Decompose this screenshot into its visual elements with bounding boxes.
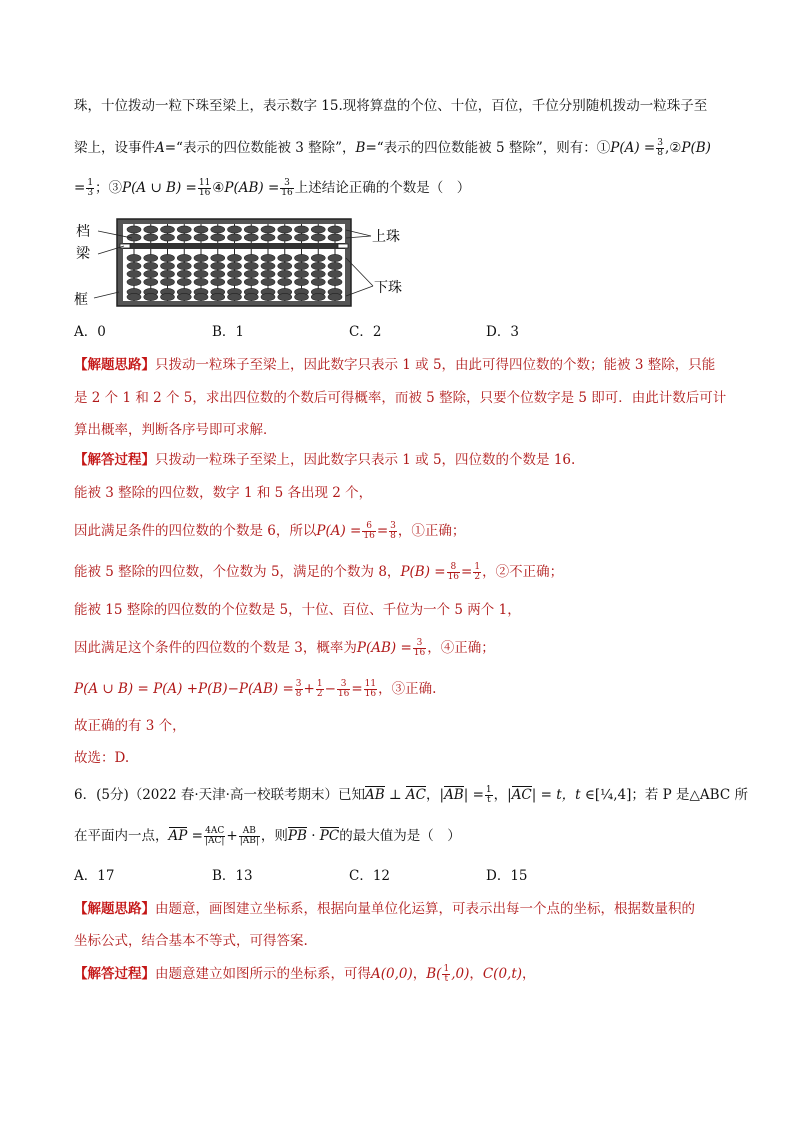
- abacus-bead: [278, 270, 292, 277]
- q5-thought-3: 算出概率，判断各序号即可求解．: [74, 422, 277, 438]
- abacus-bead: [278, 278, 292, 285]
- abacus-bead: [144, 234, 158, 241]
- abacus-bead: [127, 278, 141, 285]
- abacus-bead: [295, 270, 309, 277]
- abacus-bead: [228, 226, 242, 233]
- q6-option-a[interactable]: A．17: [74, 868, 115, 884]
- abacus-bead: [244, 254, 258, 261]
- abacus-bead: [261, 234, 275, 241]
- abacus-bead: [328, 293, 342, 300]
- label-kuang: 框: [74, 292, 88, 308]
- abacus-bead: [295, 254, 309, 261]
- abacus-figure: [74, 214, 419, 314]
- fraction: $\frac{1}{3}$: [87, 178, 94, 198]
- abacus-bead: [161, 254, 175, 261]
- q5-process-1: 【解答过程】只拨动一粒珠子至梁上，因此数字只表示 1 或 5，四位数的个数是 16.: [74, 452, 576, 468]
- abacus-bead: [144, 293, 158, 300]
- abacus-bead: [194, 234, 208, 241]
- q5-process-2: 能被 3 整除的四位数，数字 1 和 5 各出现 2 个，: [74, 485, 373, 501]
- abacus-bead: [161, 234, 175, 241]
- abacus-bead: [244, 293, 258, 300]
- abacus-bead: [144, 262, 158, 269]
- q6-option-d[interactable]: D．15: [486, 868, 528, 884]
- label-dang: 档: [76, 224, 90, 240]
- q5-process-7: P(A ∪ B) = P(A) +P(B)−P(AB) = $\frac{3}{8}$ + $\frac{1}{2}$ − $\frac{3}{16}$ = $\frac{11}{16}$ ，③正确.: [74, 679, 437, 699]
- q6-process-1: 【解答过程】由题意建立如图所示的坐标系，可得A(0,0)，B( $\frac{1}{t}$ ,0)，C(0,t)，: [74, 964, 536, 984]
- q5-process-6: 因此满足这个条件的四位数的个数是 3，概率为P(AB) = $\frac{3}{16}$ ，④正确；: [74, 638, 495, 658]
- abacus-bead: [161, 226, 175, 233]
- abacus-bead: [177, 293, 191, 300]
- abacus-bead: [278, 262, 292, 269]
- abacus-bead: [244, 278, 258, 285]
- abacus-bead: [311, 254, 325, 261]
- label-shangzhu: 上珠: [372, 229, 400, 245]
- q6-line-2: 在平面内一点，AP = $\frac{4AC}{|AC|}$ + $\frac{AB}{|AB|}$ ，则PB · PC的最大值为是（ ）: [74, 826, 461, 846]
- beam-marker-right: [338, 244, 348, 248]
- abacus-bead: [211, 234, 225, 241]
- q5-option-d[interactable]: D．3: [486, 324, 519, 340]
- abacus-bead: [228, 270, 242, 277]
- abacus-bead: [228, 254, 242, 261]
- abacus-bead: [228, 262, 242, 269]
- abacus-bead: [311, 226, 325, 233]
- abacus-bead: [311, 270, 325, 277]
- abacus-beam: [123, 243, 345, 249]
- abacus-bead: [295, 262, 309, 269]
- abacus-bead: [144, 278, 158, 285]
- abacus-bead: [244, 226, 258, 233]
- q6-option-c[interactable]: C．12: [349, 868, 391, 884]
- q6-thought-1: 【解题思路】由题意，画图建立坐标系，根据向量单位化运算，可表示出每一个点的坐标，根据数量积的: [74, 901, 695, 917]
- abacus-bead: [328, 270, 342, 277]
- abacus-bead: [177, 270, 191, 277]
- abacus-bead: [194, 262, 208, 269]
- abacus-bead: [194, 293, 208, 300]
- abacus-bead: [161, 293, 175, 300]
- beam-marker-left: [120, 244, 130, 248]
- abacus-bead: [211, 262, 225, 269]
- abacus-bead: [311, 262, 325, 269]
- abacus-bead: [161, 278, 175, 285]
- abacus-bead: [194, 226, 208, 233]
- abacus-bead: [144, 270, 158, 277]
- abacus-bead: [228, 234, 242, 241]
- q5-option-c[interactable]: C．2: [349, 324, 382, 340]
- q6-thought-2: 坐标公式，结合基本不等式，可得答案.: [74, 933, 308, 949]
- q5-thought-2: 是 2 个 1 和 2 个 5，求出四位数的个数后可得概率，而被 5 整除，只要个位数字是 5 即可．由此计数后可计: [74, 390, 727, 406]
- abacus-bead: [311, 234, 325, 241]
- abacus-bead: [127, 293, 141, 300]
- abacus-bead: [278, 293, 292, 300]
- q6-line-1: 6．(5分)（2022 春·天津·高一校联考期末）已知AB ⊥ AC，|AB| = $\frac{1}{t}$ ，|AC| = t，t ∈[¼,4]；若 P 是△ABC 所: [74, 785, 748, 805]
- abacus-bead: [194, 254, 208, 261]
- abacus-bead: [228, 293, 242, 300]
- abacus-bead: [177, 226, 191, 233]
- abacus-bead: [144, 226, 158, 233]
- abacus-bead: [144, 254, 158, 261]
- abacus-bead: [211, 278, 225, 285]
- abacus-bead: [211, 270, 225, 277]
- q5-option-b[interactable]: B．1: [212, 324, 245, 340]
- q5-option-a[interactable]: A．0: [74, 324, 106, 340]
- abacus-bead: [295, 293, 309, 300]
- q6-option-b[interactable]: B．13: [212, 868, 253, 884]
- abacus-bead: [328, 262, 342, 269]
- abacus-bead: [311, 293, 325, 300]
- abacus-bead: [311, 278, 325, 285]
- q5-process-3: 因此满足条件的四位数的个数是 6，所以P(A) = $\frac{6}{16}$ = $\frac{3}{8}$ ，①正确；: [74, 521, 466, 541]
- abacus-bead: [244, 262, 258, 269]
- abacus-bead: [278, 234, 292, 241]
- abacus-bead: [261, 293, 275, 300]
- abacus-bead: [261, 270, 275, 277]
- abacus-bead: [244, 234, 258, 241]
- fraction: $\frac{3}{16}$: [281, 178, 293, 198]
- q5-line-1: 珠，十位拨动一粒下珠至梁上，表示数字 15.现将算盘的个位、十位，百位，千位分别随机拨动一粒珠子至: [74, 98, 708, 114]
- q5-line-3: = $\frac{1}{3}$ ；③P(A ∪ B) = $\frac{11}{16}$ ④P(AB) = $\frac{3}{16}$ 上述结论正确的个数是（ ）: [74, 178, 471, 198]
- abacus-bead: [295, 226, 309, 233]
- q5-process-9: 故选：D.: [74, 750, 130, 766]
- q5-thought-1: 【解题思路】只拨动一粒珠子至梁上，因此数字只表示 1 或 5，由此可得四位数的个数；能被 3 整除，只能: [74, 357, 716, 373]
- abacus-bead: [127, 226, 141, 233]
- abacus-bead: [261, 278, 275, 285]
- abacus-bead: [127, 254, 141, 261]
- abacus-bead: [328, 254, 342, 261]
- abacus-bead: [278, 226, 292, 233]
- abacus-bead: [278, 254, 292, 261]
- abacus-bead: [211, 293, 225, 300]
- abacus-bead: [161, 270, 175, 277]
- abacus-bead: [211, 254, 225, 261]
- abacus-bead: [261, 254, 275, 261]
- q5-line-2: 梁上，设事件A=“表示的四位数能被 3 整除”，B=“表示的四位数能被 5 整除”，则有：①P(A) = $\frac{3}{8}$ ,②P(B): [74, 138, 711, 158]
- abacus-bead: [261, 226, 275, 233]
- abacus-bead: [261, 262, 275, 269]
- q5-process-8: 故正确的有 3 个，: [74, 718, 186, 734]
- fraction: $\frac{11}{16}$: [198, 178, 211, 198]
- abacus-bead: [177, 254, 191, 261]
- abacus-bead: [127, 262, 141, 269]
- abacus-bead: [177, 278, 191, 285]
- abacus-bead: [328, 278, 342, 285]
- abacus-bead: [328, 234, 342, 241]
- abacus-bead: [328, 226, 342, 233]
- abacus-bead: [211, 226, 225, 233]
- label-liang: 梁: [76, 246, 90, 262]
- abacus-bead: [161, 262, 175, 269]
- abacus-bead: [244, 270, 258, 277]
- abacus-bead: [194, 278, 208, 285]
- abacus-bead: [228, 278, 242, 285]
- abacus-bead: [177, 262, 191, 269]
- label-xiazhu: 下珠: [374, 280, 402, 296]
- label-line-kuang: [94, 292, 119, 298]
- abacus-bead: [127, 270, 141, 277]
- abacus-bead: [194, 270, 208, 277]
- abacus-bead: [295, 278, 309, 285]
- q5-process-5: 能被 15 整除的四位数的个位数是 5，十位、百位、千位为一个 5 两个 1，: [74, 602, 521, 618]
- abacus-bead: [295, 234, 309, 241]
- abacus-bead: [177, 234, 191, 241]
- q5-process-4: 能被 5 整除的四位数，个位数为 5，满足的个数为 8，P(B) = $\frac{8}{16}$ = $\frac{1}{2}$ ，②不正确；: [74, 562, 564, 582]
- fraction: $\frac{3}{8}$: [657, 138, 663, 158]
